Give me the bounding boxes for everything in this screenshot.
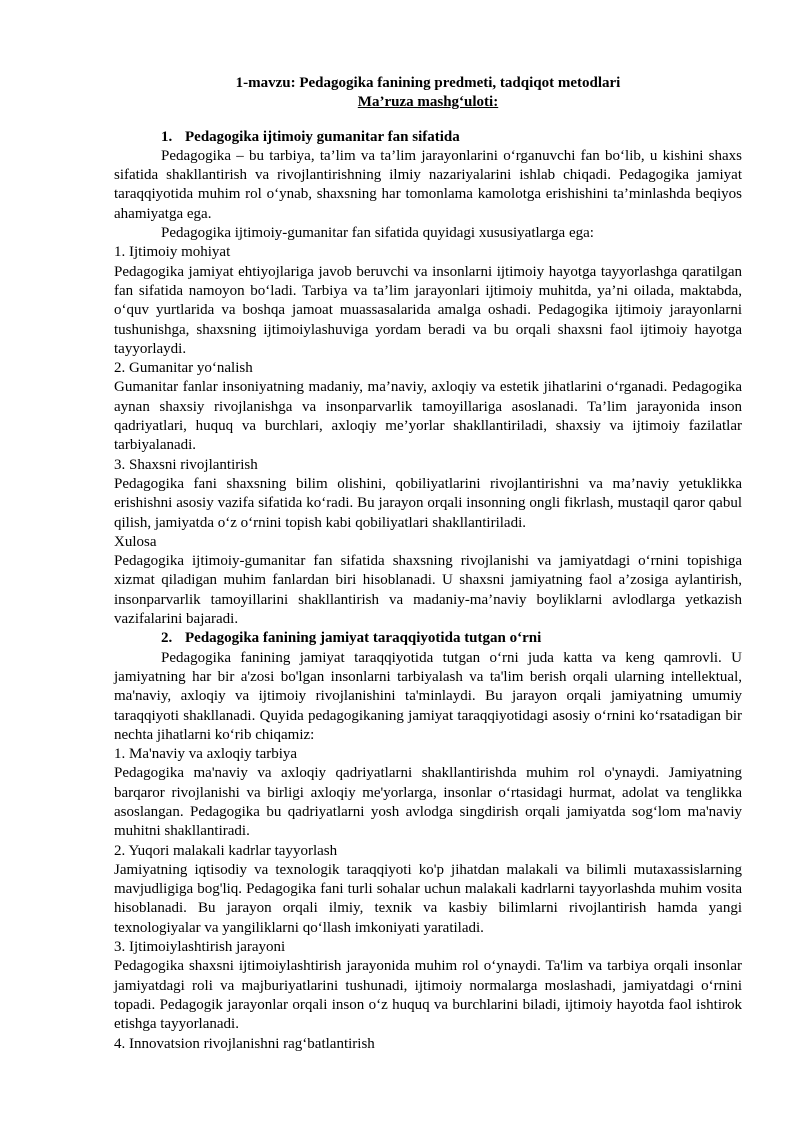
document-body xyxy=(114,128,742,1054)
section-number: 1. xyxy=(161,128,173,145)
paragraph: Pedagogika – bu tarbiya, ta’lim va ta’lim jarayonlarini o‘rganuvchi fan bo‘lib, u kishini shaxs sifatida shakllantirish va rivojlantirishning ilmiy nazariyalarini ishlab chiqadi. Pedagogika jamiyat taraqqiyotida muhim rol o‘ynab, shaxsning har tomonlama kamolotga erishishini ta’minlashda beqiyos ahamiyatga ega. xyxy=(114,147,742,222)
subsection-label: 4. Innovatsion rivojlanishni rag‘batlantirish xyxy=(114,1035,375,1052)
document-page xyxy=(114,74,742,1054)
paragraph: Pedagogika fanining jamiyat taraqqiyotida tutgan o‘rni juda katta va keng qamrovli. U jamiyatning har bir a'zosi bo'lgan insonlarni tarbiyalash va ta'lim berish orqali ularning intellektual, ma'naviy, axloqiy va ijtimoiy rivojlanishini ta'minlaydi. Bu jarayon orqali jamiyatning umumiy taraqqiyoti shakllanadi. Quyida pedagogikaning jamiyat taraqqiyotidagi asosiy o‘rnini ko‘rsatadigan bir nechta jihatlarni ko‘rib chiqamiz: xyxy=(114,649,742,743)
subsection-label: 1. Ma'naviy va axloqiy tarbiya xyxy=(114,746,298,763)
section-heading-text: Pedagogika ijtimoiy gumanitar fan sifatida xyxy=(185,128,460,145)
paragraph: Pedagogika fani shaxsning bilim olishini, qobiliyatlarini rivojlantirishni va ma’naviy yetuklikka erishishni asosiy vazifa sifatida ko‘radi. Bu jarayon orqali insonning ongli fikrlash, mustaqil qaror qabul qilish, jamiyatda o‘z o‘rnini topish kabi qobiliyatlari shakllantiriladi. xyxy=(114,475,742,531)
paragraph: Pedagogika ijtimoiy-gumanitar fan sifatida shaxsning rivojlanishi va jamiyatdagi o‘rnini topishiga xizmat qiladigan muhim fanlardan biri hisoblanadi. U shaxsni jamiyatning faol a’zosiga aylantirish, insonparvarlik tamoyillarini shakllantirish va madaniy-ma’naviy boyliklarni avlodlarga yetkazish vazifalarini bajaradi. xyxy=(114,553,742,628)
paragraph: Jamiyatning iqtisodiy va texnologik taraqqiyoti ko'p jihatdan malakali va bilimli mutaxassislarning mavjudligiga bog'liq. Pedagogika fani turli sohalar uchun malakali kadrlarni tayyorlashda muhim vosita hisoblanadi. Bu jarayon orqali ilmiy, texnik va kasbiy bilimlarni rivojlantirish hamda yangi texnologiyalar va yangiliklarni qo‘llash imkoniyati yaratiladi. xyxy=(114,861,742,936)
subsection-label: 2. Yuqori malakali kadrlar tayyorlash xyxy=(114,842,338,859)
subsection-label: 3. Shaxsni rivojlantirish xyxy=(114,456,258,473)
subsection-label: Xulosa xyxy=(114,533,157,550)
section-number: 2. xyxy=(161,630,173,647)
paragraph: Gumanitar fanlar insoniyatning madaniy, ma’naviy, axloqiy va estetik jihatlarini o‘rganadi. Pedagogika aynan shaxsiy rivojlanishga va insonparvarlik tamoyillariga asoslanadi. Ta’lim jarayonida inson qadriyatlari, huquq va burchlari, axloqiy me’yorlar shakllantiriladi, shaxsiy va ijtimoiy fazilatlar tarbiyalanadi. xyxy=(114,379,742,454)
subsection-label: 3. Ijtimoiylashtirish jarayoni xyxy=(114,939,286,956)
paragraph: Pedagogika shaxsni ijtimoiylashtirish jarayonida muhim rol o‘ynaydi. Ta'lim va tarbiya orqali insonlar jamiyatdagi roli va majburiyatlarini tushunadi, ijtimoiy normalarga moslashadi, jamiyatdagi o‘rnini topadi. Pedagogik jarayonlar orqali inson o‘z huquq va burchlarini biladi, ijtimoiy hayotda faol ishtirok etishga tayyorlanadi. xyxy=(114,958,742,1033)
paragraph: Pedagogika ijtimoiy-gumanitar fan sifatida quyidagi xususiyatlarga ega: xyxy=(161,225,594,242)
document-title: 1-mavzu: Pedagogika fanining predmeti, tadqiqot metodlari xyxy=(235,75,621,91)
paragraph: Pedagogika jamiyat ehtiyojlariga javob beruvchi va insonlarni ijtimoiy hayotga tayyorlashga qaratilgan fan sifatida namoyon bo‘ladi. Tarbiya va ta’lim jarayonlari ijtimoiy muhitda, ya’ni oilada, maktabda, o‘quv yurtlarida va boshqa jamoat muassasalarida amalga oshadi. Pedagogika ijtimoiy jarayonlarni tushunishga, shaxsning ijtimoiylashuviga yordam beradi va bu orqali shaxsni faol ijtimoiy hayotga tayyorlaydi. xyxy=(114,263,742,357)
section-heading xyxy=(114,629,742,648)
subsection-label: 2. Gumanitar yo‘nalish xyxy=(114,360,253,377)
section-heading-text: Pedagogika fanining jamiyat taraqqiyotida tutgan o‘rni xyxy=(185,630,542,647)
section-heading xyxy=(114,128,742,147)
document-subtitle: Ma’ruza mashg‘uloti: xyxy=(357,94,499,111)
subsection-label: 1. Ijtimoiy mohiyat xyxy=(114,244,231,261)
paragraph: Pedagogika ma'naviy va axloqiy qadriyatlarni shakllantirishda muhim rol o'ynaydi. Jamiyatning barqaror rivojlanishi va birligi axloqiy me'yorlarga, insonlar o‘rtasidagi hurmat, adolat va tenglikka asoslangan. Pedagogika bu qadriyatlarni yosh avlodga singdirish orqali jamiyatda sog‘lom ma'naviy muhitni shakllantiradi. xyxy=(114,765,742,840)
